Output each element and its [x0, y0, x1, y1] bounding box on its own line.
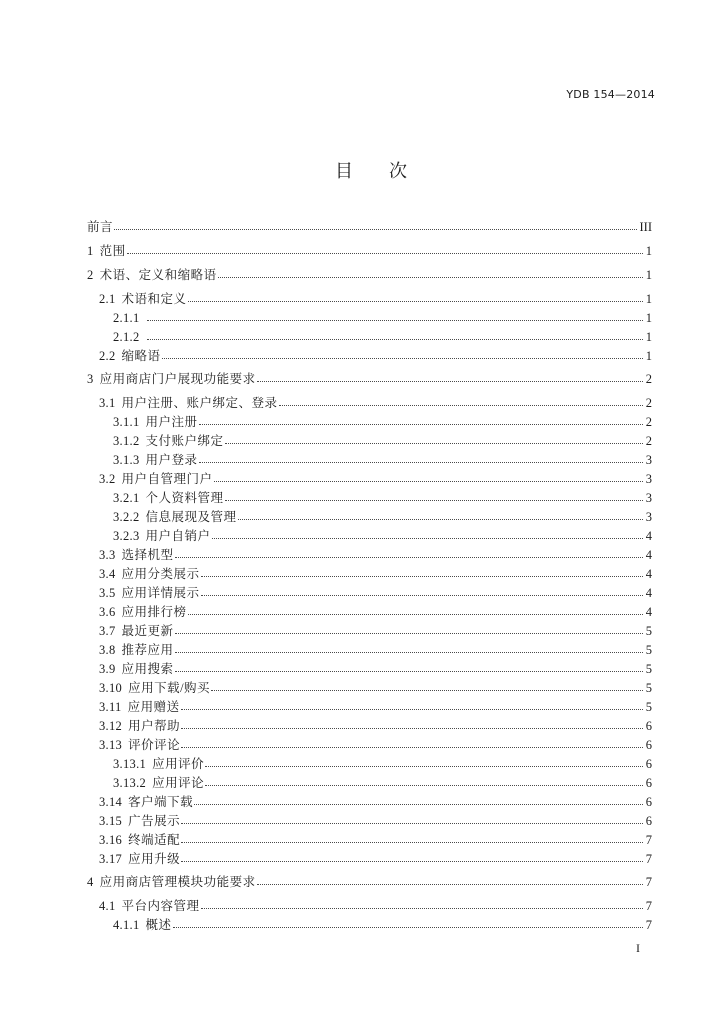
dot-leader	[188, 301, 643, 302]
toc-entry	[87, 489, 652, 508]
toc-entry-number: 4.1	[99, 899, 116, 913]
toc-entry	[87, 641, 652, 660]
toc-entry	[87, 850, 652, 869]
toc-entry-number: 3.2.1	[113, 491, 140, 505]
dot-leader	[173, 927, 643, 928]
dot-leader	[181, 747, 643, 748]
toc-entry-title: 用户自管理门户	[121, 472, 213, 486]
toc-entry-title: 应用商店门户展现功能要求	[99, 372, 256, 386]
toc-entry-number: 4.1.1	[113, 918, 140, 932]
toc-entry	[87, 508, 652, 527]
toc-entry-number: 3.15	[99, 814, 123, 828]
toc-entry-title: 用户注册、账户绑定、登录	[121, 396, 278, 410]
toc-entry-page: 7	[645, 833, 652, 847]
toc-entry-number: 3.2.2	[113, 510, 140, 524]
document-code-header: YDB 154—2014	[566, 88, 655, 101]
dot-leader	[181, 861, 643, 862]
toc-entry-number: 3.3	[99, 548, 116, 562]
toc-entry	[87, 290, 652, 309]
toc-entry-title: 范围	[99, 244, 126, 258]
toc-entry	[87, 413, 652, 432]
toc-entry	[87, 679, 652, 698]
toc-entry-title: 概述	[145, 918, 172, 932]
toc-entry	[87, 660, 652, 679]
toc-entry-page: III	[639, 220, 652, 234]
toc-entry-page: 6	[645, 719, 652, 733]
toc-entry-title: 平台内容管理	[121, 899, 200, 913]
toc-entry-number: 2.1.2	[113, 330, 140, 344]
toc-entry	[87, 812, 652, 831]
toc-entry-number: 3.8	[99, 643, 116, 657]
toc-entry-number: 3.12	[99, 719, 123, 733]
toc-entry-title: 应用升级	[128, 852, 181, 866]
toc-entry-page: 3	[645, 510, 652, 524]
toc-entry-title: 应用搜索	[121, 662, 174, 676]
dot-leader	[147, 320, 643, 321]
toc-entry-number: 3.4	[99, 567, 116, 581]
dot-leader	[218, 277, 643, 278]
toc-entry-page: 7	[645, 899, 652, 913]
toc-entry-page: 1	[645, 244, 652, 258]
toc-entry-title: 应用赠送	[127, 700, 180, 714]
dot-leader	[188, 614, 643, 615]
dot-leader	[211, 690, 643, 691]
toc-entry-number: 3.1.2	[113, 434, 140, 448]
dot-leader	[147, 339, 643, 340]
toc-entry-title: 应用详情展示	[121, 586, 200, 600]
toc-entry-title: 支付账户绑定	[145, 434, 224, 448]
toc-entry-title: 推荐应用	[121, 643, 174, 657]
toc-entry	[87, 603, 652, 622]
toc-entry-page: 2	[645, 415, 652, 429]
toc-entry-title: 术语、定义和缩略语	[99, 268, 217, 282]
toc-entry	[87, 218, 652, 237]
toc-entry-number: 3.6	[99, 605, 116, 619]
toc-entry-page: 6	[645, 776, 652, 790]
toc-entry-number: 4	[87, 875, 94, 889]
toc-entry-page: 5	[645, 643, 652, 657]
toc-entry-page: 3	[645, 453, 652, 467]
toc-entry	[87, 370, 652, 389]
toc-entry-title: 用户帮助	[128, 719, 181, 733]
toc-entry-number: 3.14	[99, 795, 123, 809]
toc-entry-title: 应用排行榜	[121, 605, 187, 619]
toc-entry-page: 6	[645, 757, 652, 771]
table-of-contents	[87, 214, 652, 935]
toc-entry	[87, 432, 652, 451]
dot-leader	[181, 709, 643, 710]
toc-entry-page: 4	[645, 567, 652, 581]
toc-entry	[87, 622, 652, 641]
toc-entry-page: 7	[645, 918, 652, 932]
toc-entry-number: 3.7	[99, 624, 116, 638]
toc-entry-number: 1	[87, 244, 94, 258]
toc-entry-title: 应用评价	[152, 757, 205, 771]
dot-leader	[199, 424, 643, 425]
toc-entry-number: 2.1	[99, 292, 116, 306]
dot-leader	[201, 576, 643, 577]
toc-entry-title: 术语和定义	[121, 292, 187, 306]
dot-leader	[214, 481, 643, 482]
toc-entry-page: 4	[645, 548, 652, 562]
toc-entry-page: 1	[645, 268, 652, 282]
toc-entry-page: 5	[645, 662, 652, 676]
toc-entry-page: 5	[645, 624, 652, 638]
toc-entry	[87, 793, 652, 812]
toc-entry-title: 广告展示	[128, 814, 181, 828]
toc-entry-number: 3.1.1	[113, 415, 140, 429]
dot-leader	[257, 381, 643, 382]
dot-leader	[181, 823, 643, 824]
toc-entry-number: 3.1	[99, 396, 116, 410]
page-title: 目 次	[335, 161, 407, 182]
toc-entry	[87, 717, 652, 736]
toc-entry	[87, 347, 652, 366]
toc-entry-page: 7	[645, 875, 652, 889]
toc-entry-title: 用户注册	[145, 415, 198, 429]
toc-entry-page: 1	[645, 292, 652, 306]
toc-entry-page: 1	[645, 349, 652, 363]
toc-entry-title: 应用评论	[152, 776, 205, 790]
toc-entry	[87, 584, 652, 603]
toc-entry-page: 3	[645, 491, 652, 505]
toc-entry-number: 3.13.2	[113, 776, 147, 790]
toc-entry-title: 应用下载/购买	[128, 681, 211, 695]
toc-entry-page: 4	[645, 529, 652, 543]
toc-entry-number: 3.2	[99, 472, 116, 486]
toc-entry-title: 选择机型	[121, 548, 174, 562]
dot-leader	[238, 519, 643, 520]
toc-entry	[87, 831, 652, 850]
toc-entry	[87, 451, 652, 470]
dot-leader	[181, 842, 643, 843]
dot-leader	[205, 766, 643, 767]
toc-entry-page: 4	[645, 605, 652, 619]
toc-entry-number: 3.13.1	[113, 757, 147, 771]
toc-entry	[87, 565, 652, 584]
dot-leader	[162, 358, 643, 359]
toc-entry-page: 5	[645, 700, 652, 714]
dot-leader	[279, 405, 643, 406]
toc-entry-title: 信息展现及管理	[145, 510, 237, 524]
toc-entry	[87, 527, 652, 546]
toc-entry-page: 7	[645, 852, 652, 866]
toc-entry	[87, 755, 652, 774]
toc-entry-page: 2	[645, 434, 652, 448]
toc-entry-page: 5	[645, 681, 652, 695]
toc-entry-title: 前言	[87, 220, 114, 234]
page-number: I	[636, 941, 640, 955]
toc-entry-title: 个人资料管理	[145, 491, 224, 505]
dot-leader	[175, 633, 643, 634]
dot-leader	[114, 229, 636, 230]
dot-leader	[175, 671, 643, 672]
toc-entry	[87, 736, 652, 755]
toc-entry-number: 3.9	[99, 662, 116, 676]
toc-entry	[87, 774, 652, 793]
dot-leader	[199, 462, 643, 463]
toc-entry	[87, 873, 652, 892]
toc-entry-number: 2.1.1	[113, 311, 140, 325]
toc-entry-number: 3.17	[99, 852, 123, 866]
dot-leader	[175, 652, 643, 653]
dot-leader	[225, 500, 643, 501]
dot-leader	[127, 253, 643, 254]
toc-entry	[87, 242, 652, 261]
toc-entry-page: 1	[645, 330, 652, 344]
toc-entry-number: 3.10	[99, 681, 123, 695]
toc-entry-title: 评价评论	[128, 738, 181, 752]
toc-entry-title: 用户登录	[145, 453, 198, 467]
toc-entry	[87, 916, 652, 935]
toc-entry-page: 1	[645, 311, 652, 325]
dot-leader	[225, 443, 643, 444]
toc-entry	[87, 546, 652, 565]
toc-entry-page: 6	[645, 738, 652, 752]
toc-entry-number: 3.5	[99, 586, 116, 600]
toc-entry-page: 6	[645, 814, 652, 828]
toc-entry	[87, 394, 652, 413]
dot-leader	[201, 908, 643, 909]
dot-leader	[194, 804, 643, 805]
toc-entry	[87, 266, 652, 285]
toc-entry	[87, 309, 652, 328]
toc-entry-title: 客户端下载	[128, 795, 194, 809]
toc-entry-title: 缩略语	[121, 349, 161, 363]
toc-entry-number: 3.16	[99, 833, 123, 847]
toc-entry-number: 2.2	[99, 349, 116, 363]
toc-entry-title: 最近更新	[121, 624, 174, 638]
toc-entry-number: 3.2.3	[113, 529, 140, 543]
toc-entry-title: 用户自销户	[145, 529, 211, 543]
toc-entry-title: 应用分类展示	[121, 567, 200, 581]
toc-entry-number: 3	[87, 372, 94, 386]
toc-entry-number: 2	[87, 268, 94, 282]
toc-entry-page: 2	[645, 396, 652, 410]
toc-entry-page: 2	[645, 372, 652, 386]
toc-entry-number: 3.11	[99, 700, 122, 714]
toc-entry	[87, 698, 652, 717]
toc-entry	[87, 328, 652, 347]
toc-entry	[87, 470, 652, 489]
toc-entry-title: 终端适配	[128, 833, 181, 847]
toc-entry-number: 3.13	[99, 738, 123, 752]
toc-entry	[87, 897, 652, 916]
dot-leader	[175, 557, 643, 558]
dot-leader	[205, 785, 643, 786]
toc-entry-number: 3.1.3	[113, 453, 140, 467]
dot-leader	[212, 538, 643, 539]
toc-entry-page: 4	[645, 586, 652, 600]
dot-leader	[181, 728, 643, 729]
toc-entry-title: 应用商店管理模块功能要求	[99, 875, 256, 889]
toc-entry-page: 6	[645, 795, 652, 809]
dot-leader	[257, 884, 643, 885]
toc-entry-page: 3	[645, 472, 652, 486]
dot-leader	[201, 595, 643, 596]
